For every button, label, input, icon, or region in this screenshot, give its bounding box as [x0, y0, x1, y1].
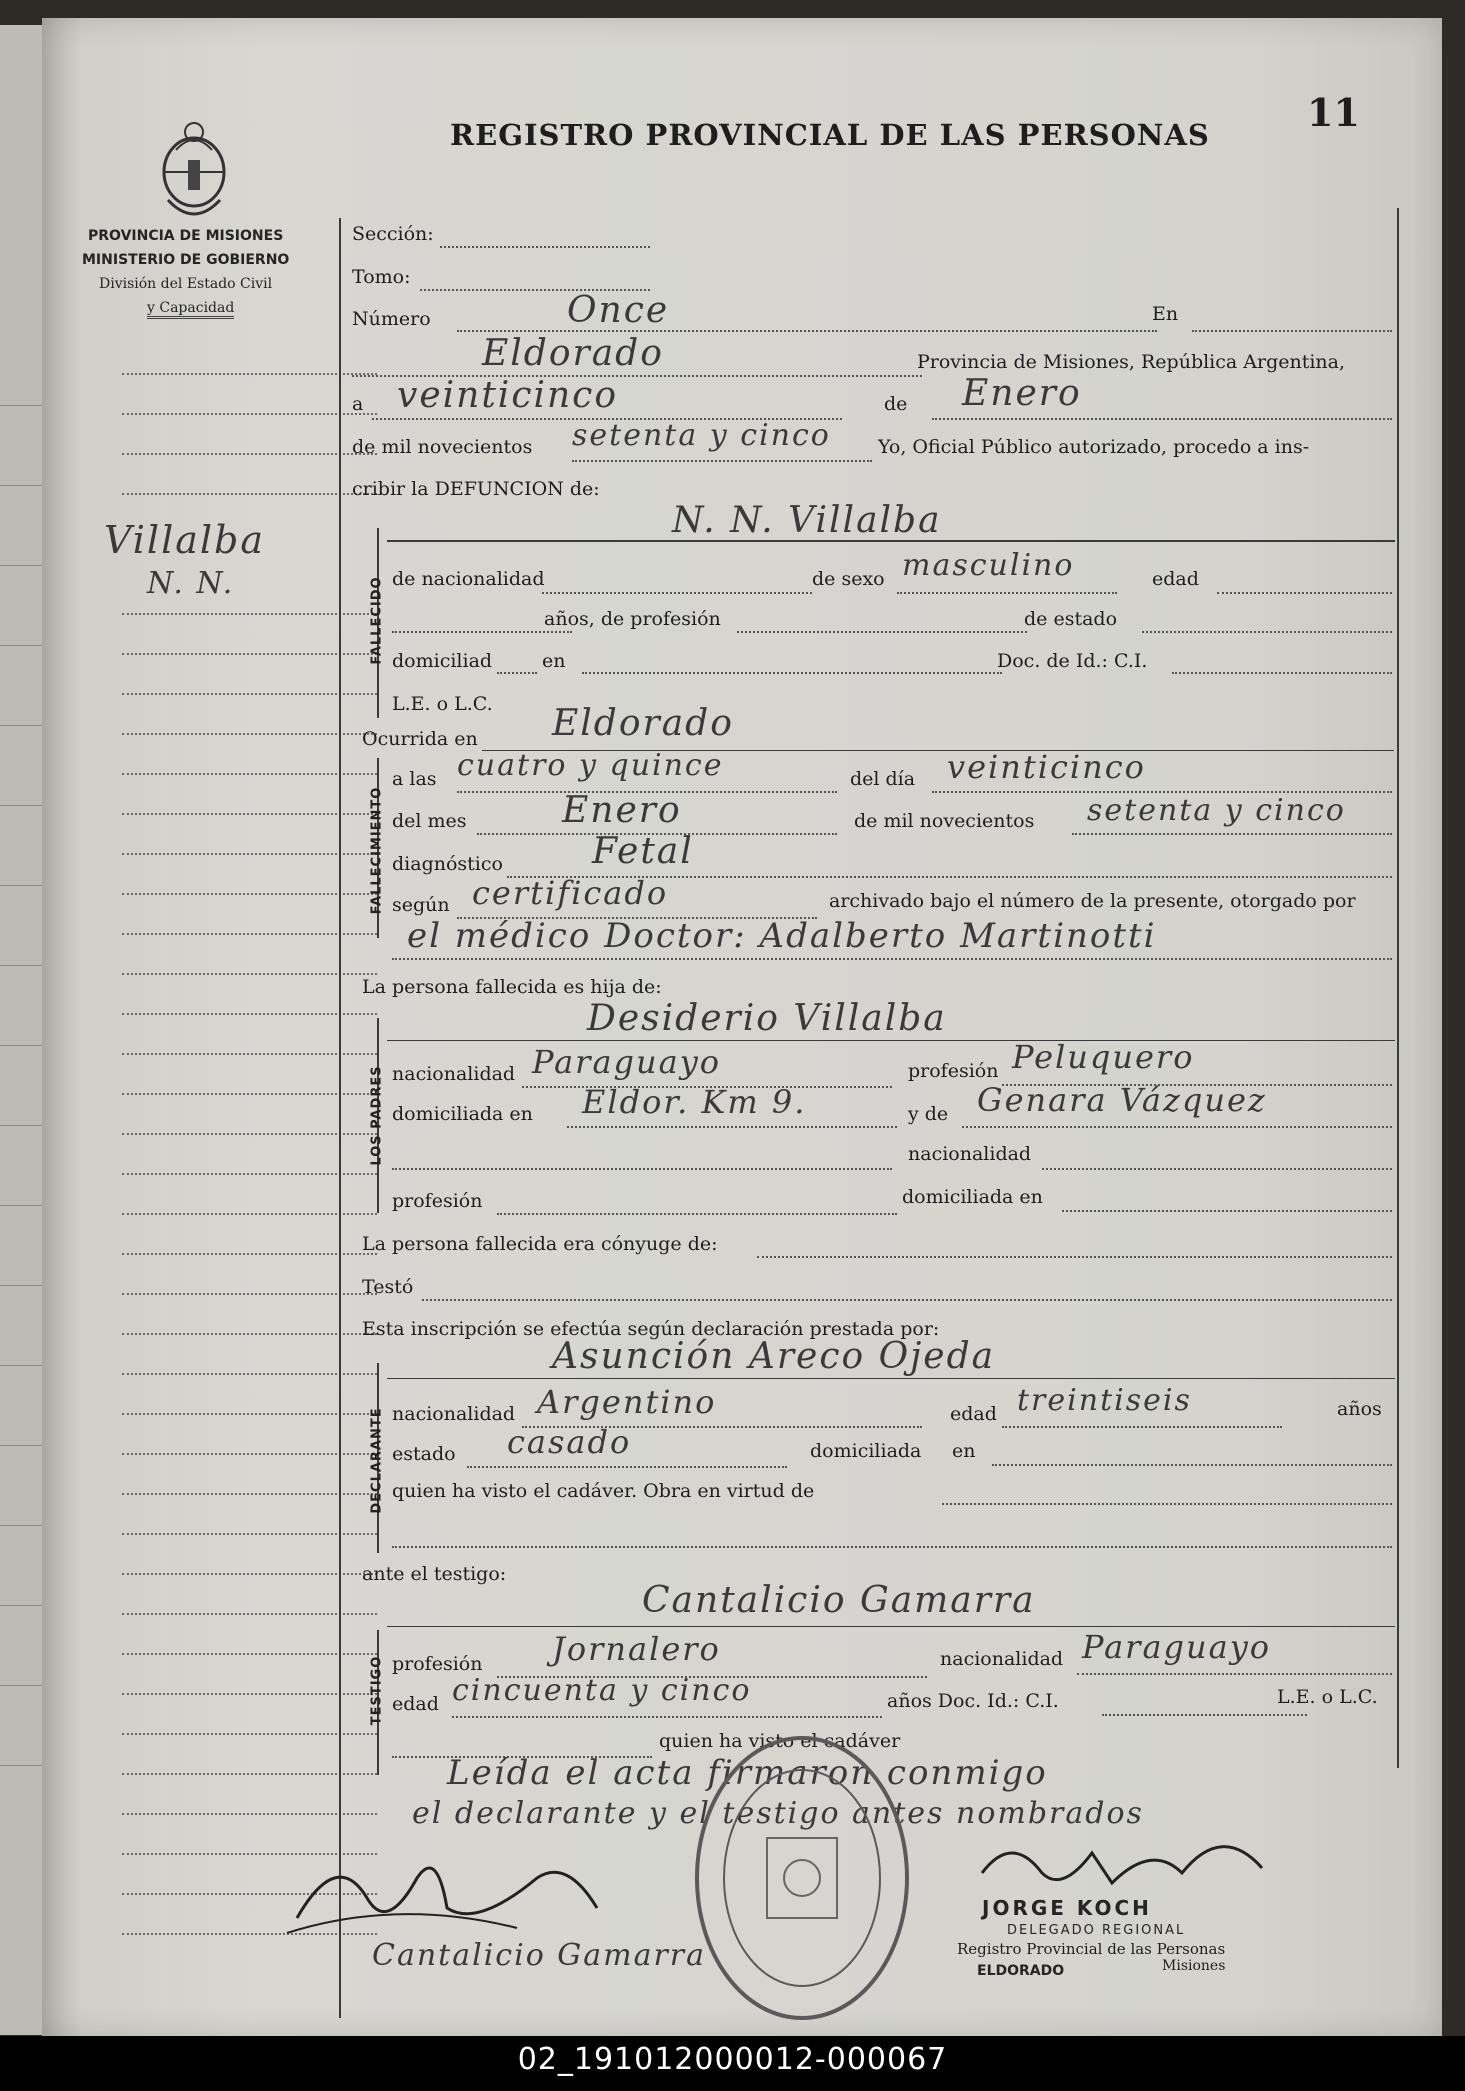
diag-value: Fetal — [592, 831, 694, 872]
numero-label: Número — [352, 308, 431, 330]
padre-domicilio-value: Eldor. Km 9. — [582, 1083, 807, 1121]
doc-label: Doc. de Id.: C.I. — [997, 650, 1148, 672]
officer-name: JORGE KOCH — [982, 1896, 1152, 1920]
le-label: L.E. o L.C. — [392, 693, 493, 715]
officer-prov: Misiones — [1162, 1958, 1226, 1974]
fallecimiento-side-label: FALLECIMIENTO — [369, 786, 385, 915]
adjacent-page-edge — [0, 25, 42, 2035]
page-number: 11 — [1307, 90, 1360, 135]
provincia-label: Provincia de Misiones, República Argentina, — [917, 351, 1346, 373]
hija-label: La persona fallecida es hija de: — [362, 976, 662, 998]
fallecido-side-label: FALLECIDO — [369, 576, 385, 665]
fallecido-name: N. N. Villalba — [672, 500, 942, 541]
testigo-doc-label: años Doc. Id.: C.I. — [887, 1690, 1059, 1712]
issuer-line-1: PROVINCIA DE MISIONES — [88, 228, 284, 244]
witness-signature: Cantalicio Gamarra — [372, 1938, 707, 1973]
de-label: de — [884, 393, 908, 415]
oficial-label: Yo, Oficial Público autorizado, procedo a ins- — [878, 436, 1310, 458]
testigo-side-label: TESTIGO — [369, 1655, 385, 1726]
issuer-line-4: y Capacidad — [147, 300, 234, 319]
issuer-line-3: División del Estado Civil — [99, 276, 273, 292]
domicilio-en-label: en — [542, 650, 566, 672]
padre-nacionalidad-value: Paraguayo — [532, 1043, 722, 1081]
testigo-nacionalidad-label: nacionalidad — [940, 1648, 1064, 1670]
testigo-name: Cantalicio Gamarra — [642, 1580, 1036, 1621]
inscribir-label: cribir la DEFUNCION de: — [352, 478, 600, 500]
mes-value: Enero — [562, 790, 682, 831]
domicilio-label: domiciliad — [392, 650, 493, 672]
image-id: 02_191012000012-000067 — [517, 2042, 948, 2077]
testigo-edad-value: cincuenta y cinco — [452, 1673, 752, 1708]
declarante-nacionalidad-value: Argentino — [537, 1383, 717, 1421]
seccion-label: Sección: — [352, 223, 434, 245]
madre-domiciliada-label: domiciliada en — [902, 1186, 1043, 1208]
yde-label: y de — [908, 1103, 949, 1125]
declarante-visto-label: quien ha visto el cadáver. Obra en virtud de — [392, 1480, 815, 1502]
closing-line-2: el declarante y el testigo antes nombrados — [412, 1796, 1144, 1831]
segun-value: certificado — [472, 874, 669, 912]
declarante-edad-value: treintiseis — [1017, 1383, 1192, 1418]
madre-nacionalidad-label: nacionalidad — [908, 1143, 1032, 1165]
segun-label: según — [392, 894, 450, 916]
diag-label: diagnóstico — [392, 853, 503, 875]
day-value: veinticinco — [397, 375, 619, 416]
sexo-label: de sexo — [812, 568, 885, 590]
declarante-estado-value: casado — [507, 1423, 632, 1461]
hora-label: a las — [392, 768, 437, 790]
declarante-en-label: en — [952, 1440, 976, 1462]
mil-label-2: de mil novecientos — [854, 810, 1035, 832]
sexo-value: masculino — [902, 548, 1075, 583]
testigo-edad-label: edad — [392, 1693, 439, 1715]
archivado-label: archivado bajo el número de la presente, otorgado por — [829, 890, 1356, 912]
edad-label: edad — [1152, 568, 1199, 590]
mes-label: del mes — [392, 810, 467, 832]
declaracion-label: Esta inscripción se efectúa según declaración prestada por: — [362, 1318, 940, 1340]
officer-city: ELDORADO — [977, 1963, 1065, 1979]
nacionalidad-label: de nacionalidad — [392, 568, 545, 590]
officer-org: Registro Provincial de las Personas — [957, 1940, 1226, 1958]
image-id-bar — [0, 2036, 1465, 2091]
year-value: setenta y cinco — [572, 418, 831, 453]
conyuge-label: La persona fallecida era cónyuge de: — [362, 1233, 718, 1255]
issuer-line-2: MINISTERIO DE GOBIERNO — [82, 252, 290, 268]
margin-surname: Villalba — [104, 518, 266, 562]
en-label: En — [1152, 303, 1179, 325]
testigo-profesion-value: Jornalero — [552, 1630, 721, 1668]
margin-given: N. N. — [147, 566, 235, 601]
testigo-nacionalidad-value: Paraguayo — [1082, 1628, 1272, 1666]
official-seal-icon — [687, 1728, 917, 2028]
declarante-domiciliada-label: domiciliada — [810, 1440, 922, 1462]
officer-title: DELEGADO REGIONAL — [1007, 1923, 1186, 1938]
ocurrida-label: Ocurrida en — [362, 728, 478, 750]
testigo-profesion-label: profesión — [392, 1653, 483, 1675]
hora-value: cuatro y quince — [457, 748, 724, 783]
declarante-estado-label: estado — [392, 1443, 456, 1465]
padres-side-label: LOS PADRES — [369, 1065, 385, 1166]
numero-value: Once — [567, 290, 670, 331]
declarante-name: Asunción Areco Ojeda — [552, 1336, 996, 1377]
padre-nacionalidad-label: nacionalidad — [392, 1063, 516, 1085]
closing-line-1: Leída el acta firmaron conmigo — [447, 1753, 1048, 1793]
declarante-side-label: DECLARANTE — [369, 1407, 385, 1514]
page-title: REGISTRO PROVINCIAL DE LAS PERSONAS — [450, 118, 1210, 152]
declarant-signature-icon — [277, 1838, 617, 1948]
medico-value: el médico Doctor: Adalberto Martinotti — [407, 916, 1157, 956]
ocurrida-value: Eldorado — [552, 703, 734, 744]
month-value: Enero — [962, 373, 1082, 414]
declarante-anos-label: años — [1337, 1398, 1382, 1420]
estado-label: de estado — [1024, 608, 1118, 630]
madre-value: Genara Vázquez — [977, 1081, 1267, 1119]
place-value: Eldorado — [482, 333, 664, 374]
dia-label: del día — [850, 768, 916, 790]
madre-profesion-label: profesión — [392, 1190, 483, 1212]
domiciliada-label: domiciliada en — [392, 1103, 533, 1125]
padre-profesion-value: Peluquero — [1012, 1038, 1195, 1076]
testigo-ante-label: ante el testigo: — [362, 1563, 507, 1585]
a-label: a — [352, 393, 364, 415]
anio-value: setenta y cinco — [1087, 793, 1346, 828]
declarante-edad-label: edad — [950, 1403, 997, 1425]
dia-value: veinticinco — [947, 748, 1146, 786]
mil-label: de mil novecientos — [352, 436, 533, 458]
testo-label: Testó — [362, 1276, 414, 1298]
testigo-le-label: L.E. o L.C. — [1277, 1686, 1378, 1708]
testigo-visto-label: quien ha visto el cadáver — [659, 1730, 901, 1752]
padre-value: Desiderio Villalba — [587, 998, 947, 1039]
anos-profesion-label: años, de profesión — [544, 608, 721, 630]
declarante-nacionalidad-label: nacionalidad — [392, 1403, 516, 1425]
tomo-label: Tomo: — [352, 266, 411, 288]
coat-of-arms-icon — [154, 110, 234, 230]
padre-profesion-label: profesión — [908, 1060, 999, 1082]
register-page — [42, 18, 1442, 2036]
